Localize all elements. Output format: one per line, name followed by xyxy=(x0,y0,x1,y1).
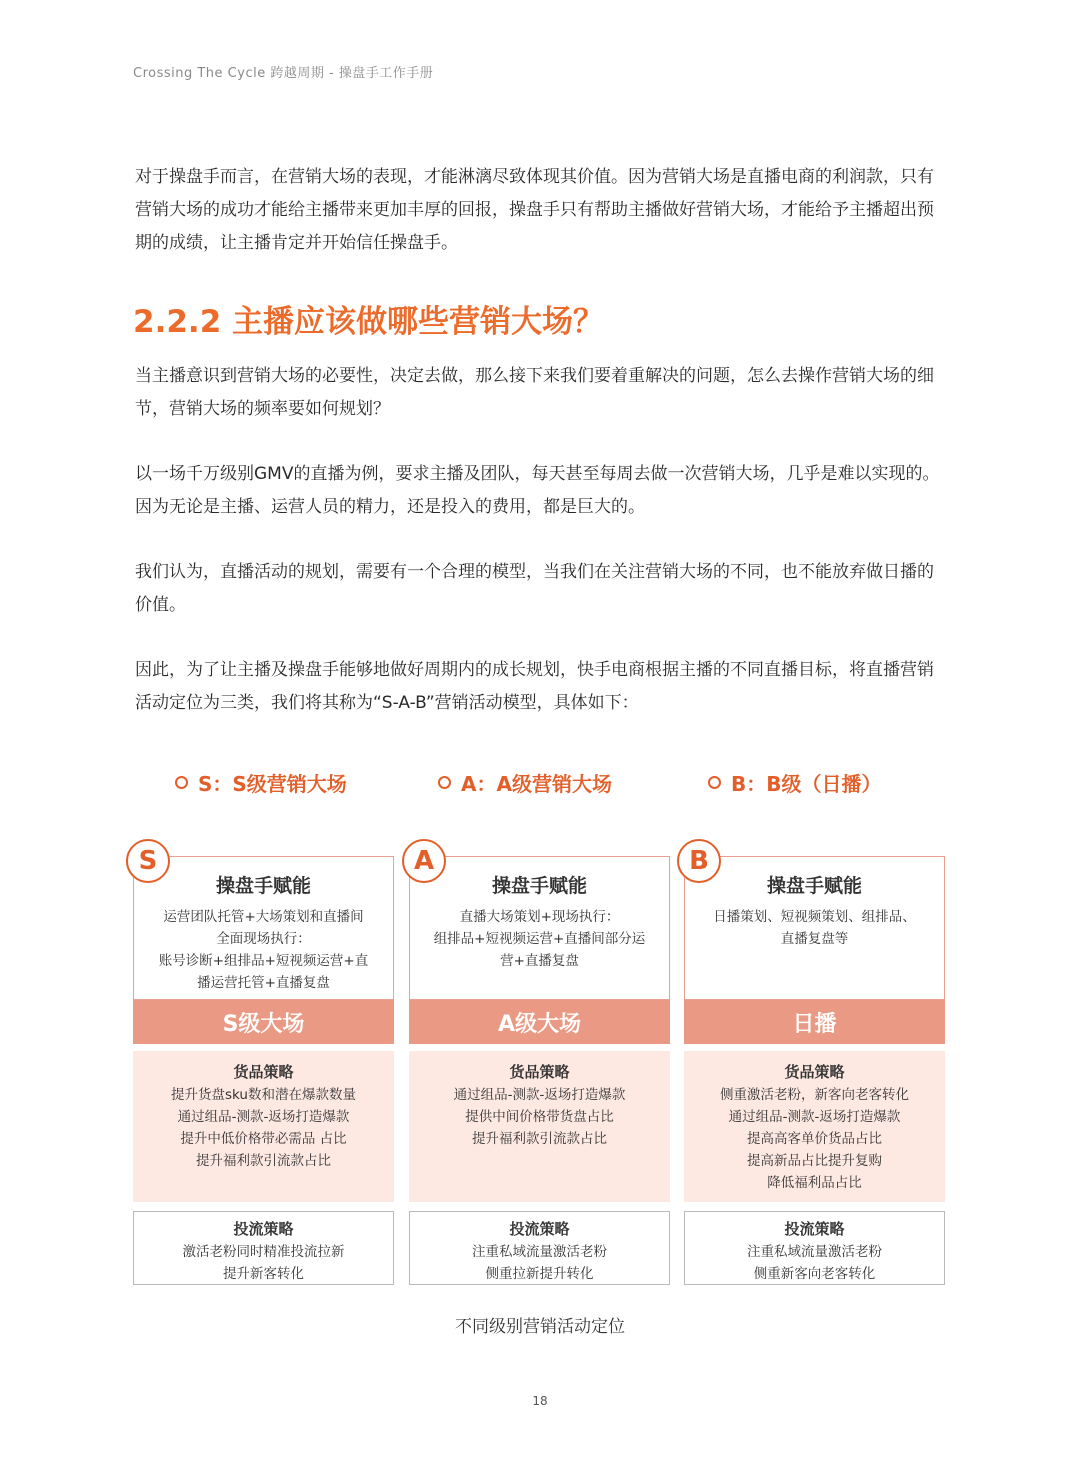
goods-strategy-box: 货品策略 通过组品-测款-返场打造爆款 提供中间价格带货盘占比 提升福利款引流款占比 xyxy=(409,1051,670,1202)
traffic-strategy-box: 投流策略 注重私域流量激活老粉 侧重拉新提升转化 xyxy=(409,1211,670,1285)
bullet-circle-icon xyxy=(708,776,721,789)
tier-heading-s: S：S级营销大场 xyxy=(175,768,347,797)
section-title: 2.2.2 主播应该做哪些营销大场？ xyxy=(133,304,605,340)
enablement-card xyxy=(133,846,394,1000)
paragraph-sab: 因此，为了让主播及操盘手能够地做好周期内的成长规划，快手电商根据主播的不同直播目标，将直播营销活动定位为三类，我们将其称为“S-A-B”营销活动模型，具体如下： xyxy=(135,660,934,713)
traffic-strategy-box: 投流策略 注重私域流量激活老粉 侧重新客向老客转化 xyxy=(684,1211,945,1285)
tier-band: S级大场 xyxy=(133,1000,394,1044)
enablement-card xyxy=(409,846,670,1000)
s-badge-icon: S xyxy=(126,839,170,883)
paragraph-question: 当主播意识到营销大场的必要性，决定去做，那么接下来我们要着重解决的问题，怎么去操作营销大场的细节，营销大场的频率要如何规划？ xyxy=(135,366,934,419)
bullet-circle-icon xyxy=(438,776,451,789)
bullet-circle-icon xyxy=(175,776,188,789)
card-title: 操盘手赋能 xyxy=(491,875,587,897)
tier-heading-a: A：A级营销大场 xyxy=(438,768,612,797)
card-body: 直播大场策划+现场执行： 组排品+短视频运营+直播间部分运 营+直播复盘 xyxy=(433,909,646,969)
tier-column-b xyxy=(684,846,945,1285)
a-badge-icon: A xyxy=(402,839,446,883)
paragraph-model: 我们认为，直播活动的规划，需要有一个合理的模型，当我们在关注营销大场的不同，也不能放弃做日播的价值。 xyxy=(135,562,934,615)
paragraph-example: 以一场千万级别GMV的直播为例，要求主播及团队，每天甚至每周去做一次营销大场，几乎是难以实现的。因为无论是主播、运营人员的精力，还是投入的费用，都是巨大的。 xyxy=(135,464,940,517)
page-number: 18 xyxy=(532,1394,548,1408)
goods-strategy-box: 货品策略 侧重激活老粉，新客向老客转化 通过组品-测款-返场打造爆款 提高高客单价货品占比 提高新品占比提升复购 降低福利品占比 xyxy=(684,1051,945,1202)
card-title: 操盘手赋能 xyxy=(215,875,311,897)
figure-caption: 不同级别营销活动定位 xyxy=(455,1317,625,1337)
b-badge-icon: B xyxy=(677,839,721,883)
running-header: Crossing The Cycle 跨越周期 - 操盘手工作手册 xyxy=(133,66,434,81)
tier-band: 日播 xyxy=(684,1000,945,1044)
traffic-strategy-box: 投流策略 激活老粉同时精准投流拉新 提升新客转化 xyxy=(133,1211,394,1285)
card-title: 操盘手赋能 xyxy=(766,875,862,897)
tier-column-a xyxy=(409,846,670,1285)
tier-band: A级大场 xyxy=(409,1000,670,1044)
paragraph-intro: 对于操盘手而言，在营销大场的表现，才能淋漓尽致体现其价值。因为营销大场是直播电商的利润款，只有营销大场的成功才能给主播带来更加丰厚的回报，操盘手只有帮助主播做好营销大场，才能给予主播超出预期的成绩，让主播肯定并开始信任操盘手。 xyxy=(135,167,934,253)
card-body: 日播策划、短视频策划、组排品、 直播复盘等 xyxy=(713,909,916,947)
enablement-card xyxy=(684,846,945,1000)
goods-strategy-box: 货品策略 提升货盘sku数和潜在爆款数量 通过组品-测款-返场打造爆款 提升中低价格带必需品 占比 提升福利款引流款占比 xyxy=(133,1051,394,1202)
tier-column-s xyxy=(133,846,394,1285)
card-body: 运营团队托管+大场策划和直播间 全面现场执行： 账号诊断+组排品+短视频运营+直 播运营托管+直播复盘 xyxy=(158,909,369,991)
tier-heading-b: B：B级（日播） xyxy=(708,768,882,797)
